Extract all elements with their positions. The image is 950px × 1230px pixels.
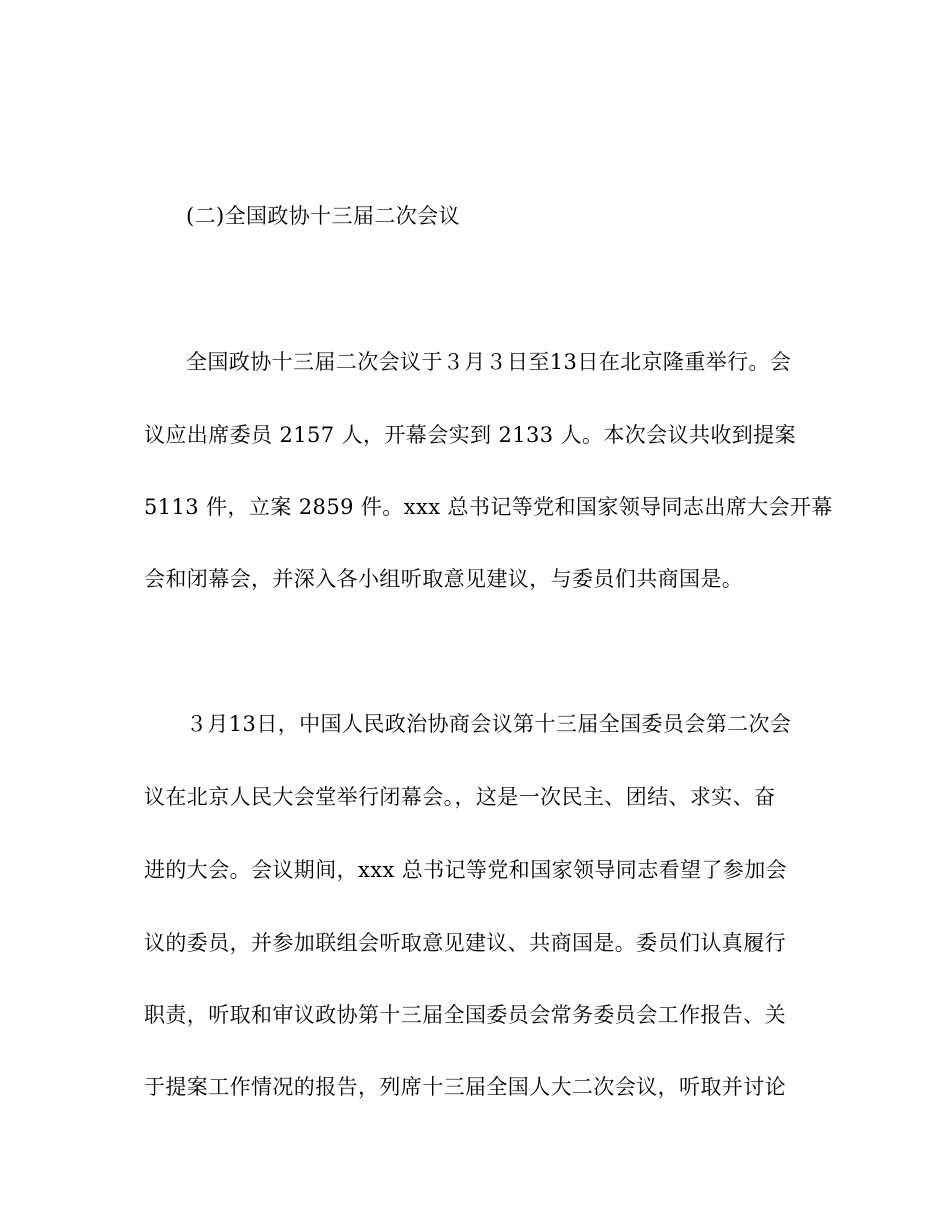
paragraph-2-line-3: 进的大会。会议期间，xxx 总书记等党和国家领导同志看望了参加会 [144,858,788,882]
paragraph-2-line-4: 议的委员，并参加联组会听取意见建议、共商国是。委员们认真履行 [144,931,786,955]
paragraph-2-line-1: ３月13日，中国人民政治协商会议第十三届全国委员会第二次会 [186,712,792,736]
section-heading: (二)全国政协十三届二次会议 [186,204,460,228]
paragraph-2-line-6: 于提案工作情况的报告，列席十三届全国人大二次会议，听取并讨论 [144,1075,786,1099]
paragraph-1-line-3: 5113 件，立案 2859 件。xxx 总书记等党和国家领导同志出席大会开幕 [144,495,833,519]
paragraph-1-line-1: 全国政协十三届二次会议于３月３日至13日在北京隆重举行。会 [186,350,792,374]
paragraph-1-line-4: 会和闭幕会，并深入各小组听取意见建议，与委员们共商国是。 [144,567,744,591]
paragraph-2-line-2: 议在北京人民大会堂举行闭幕会。，这是一次民主、团结、求实、奋 [144,785,776,809]
paragraph-1-line-2: 议应出席委员 2157 人，开幕会实到 2133 人。本次会议共收到提案 [144,423,796,447]
paragraph-2-line-5: 职责，听取和审议政协第十三届全国委员会常务委员会工作报告、关 [144,1003,786,1027]
